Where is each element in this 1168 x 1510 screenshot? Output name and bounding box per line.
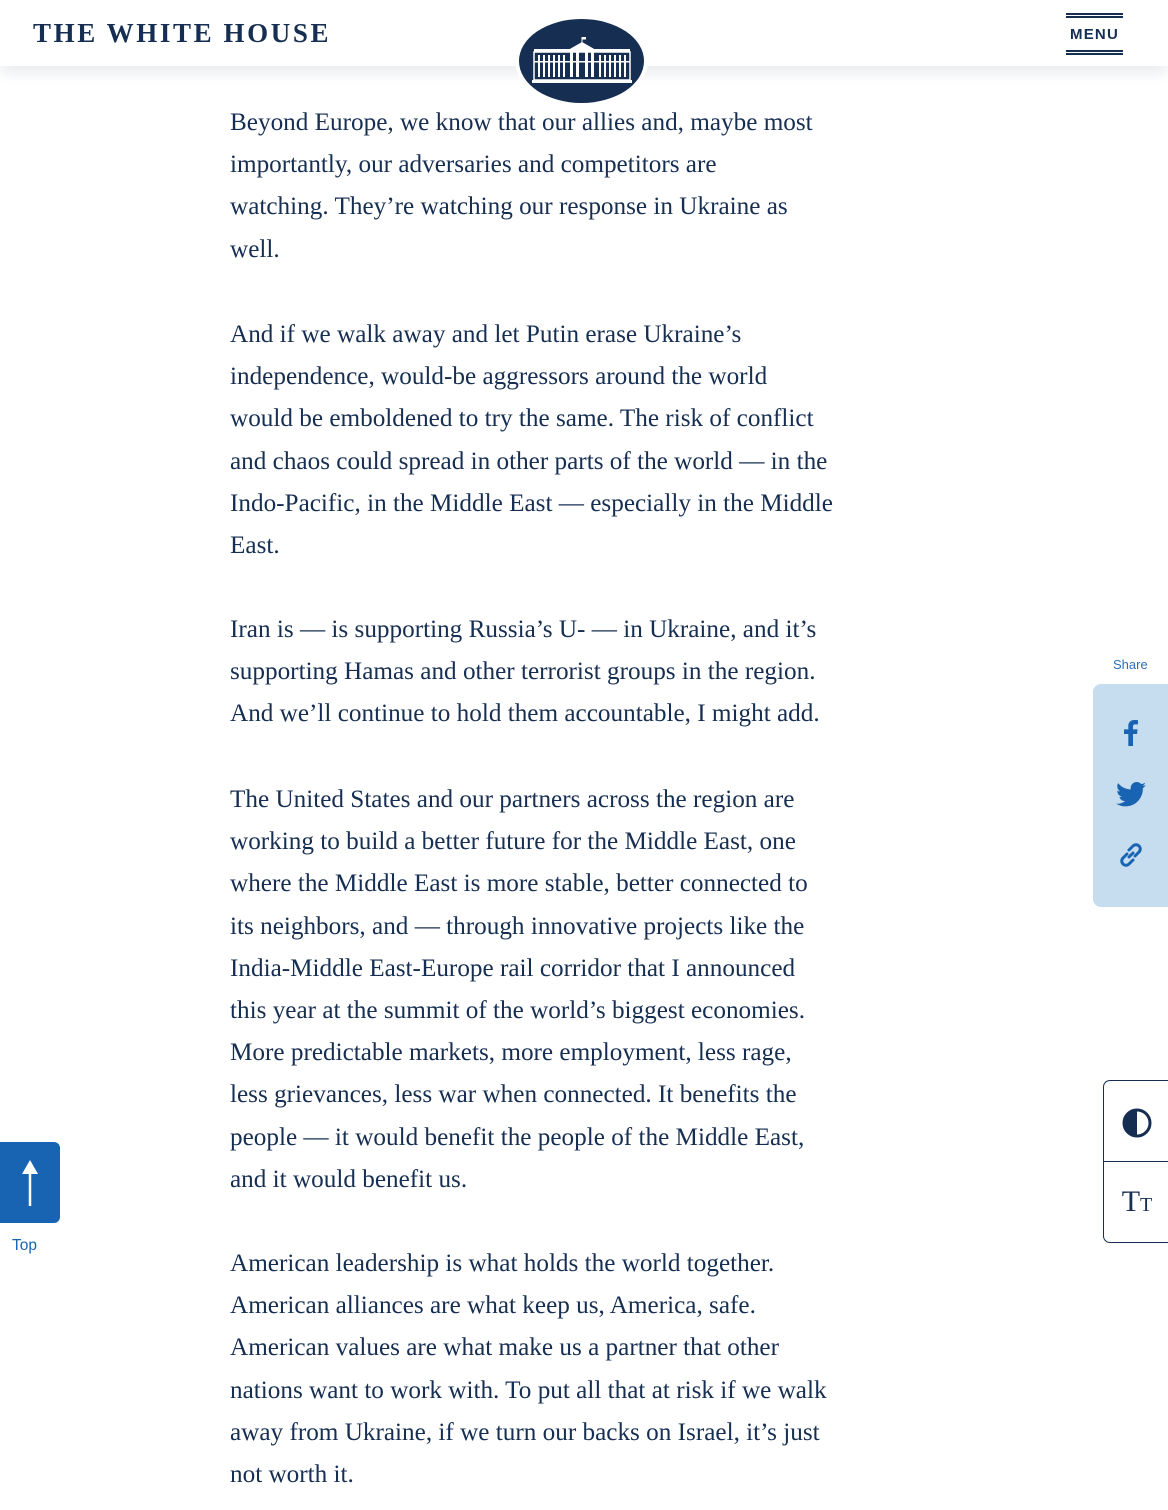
white-house-building-icon: [532, 37, 632, 85]
back-to-top-button[interactable]: [0, 1142, 60, 1223]
paragraph: Beyond Europe, we know that our allies and, maybe most importantly, our adversaries and competitors are watching. They’re watching our response in Ukraine as well.: [230, 109, 813, 263]
white-house-seal-icon[interactable]: [515, 16, 648, 106]
paragraph: American leadership is what holds the world together. American alliances are what keep us, America, safe. American values are what make us a partner that other nations want to work with. To put all that at risk if we walk away from Ukraine, if we turn our backs on Israel, it’s just not worth it.: [230, 1250, 827, 1489]
contrast-icon[interactable]: [1104, 1083, 1168, 1163]
arrow-up-icon: [20, 1160, 40, 1206]
paragraph: The United States and our partners across the region are working to build a better future for the Middle East, one where the Middle East is more stable, better connected to its neighbors, and — through innovative projects like the India-Middle East-Europe rail corridor that I announced this year at the summit of the world’s biggest economies. More predictable markets, more employment, less rage, less grievances, less war when connected. It benefits the people — it would benefit the people of the Middle East, and it would benefit us.: [230, 786, 808, 1193]
paragraph: Iran is — is supporting Russia’s U- — in Ukraine, and it’s supporting Hamas and other terrorist groups in the region. And we’ll continue to hold them accountable, I might add.: [230, 616, 820, 728]
facebook-icon[interactable]: [1114, 716, 1148, 750]
back-to-top-label[interactable]: Top: [12, 1237, 37, 1254]
link-icon[interactable]: [1114, 838, 1148, 872]
menu-label: MENU: [1070, 25, 1119, 43]
menu-button[interactable]: [1066, 13, 1123, 55]
text-size-icon[interactable]: [1104, 1162, 1168, 1242]
menu-bottom-line: [1066, 50, 1123, 55]
accessibility-toolbar: [1103, 1080, 1168, 1243]
share-label: Share: [1113, 657, 1148, 672]
seal-background: [519, 19, 644, 103]
twitter-icon[interactable]: [1114, 777, 1148, 811]
text-size-glyph: TT: [1121, 1185, 1153, 1218]
menu-top-line: [1066, 13, 1123, 18]
site-title[interactable]: THE WHITE HOUSE: [33, 18, 332, 48]
paragraph: And if we walk away and let Putin erase Ukraine’s independence, would-be aggressors around the world would be emboldened to try the same. The risk of conflict and chaos could spread in other parts of the world — in the Indo-Pacific, in the Middle East — especially in the Middle East.: [230, 321, 833, 560]
